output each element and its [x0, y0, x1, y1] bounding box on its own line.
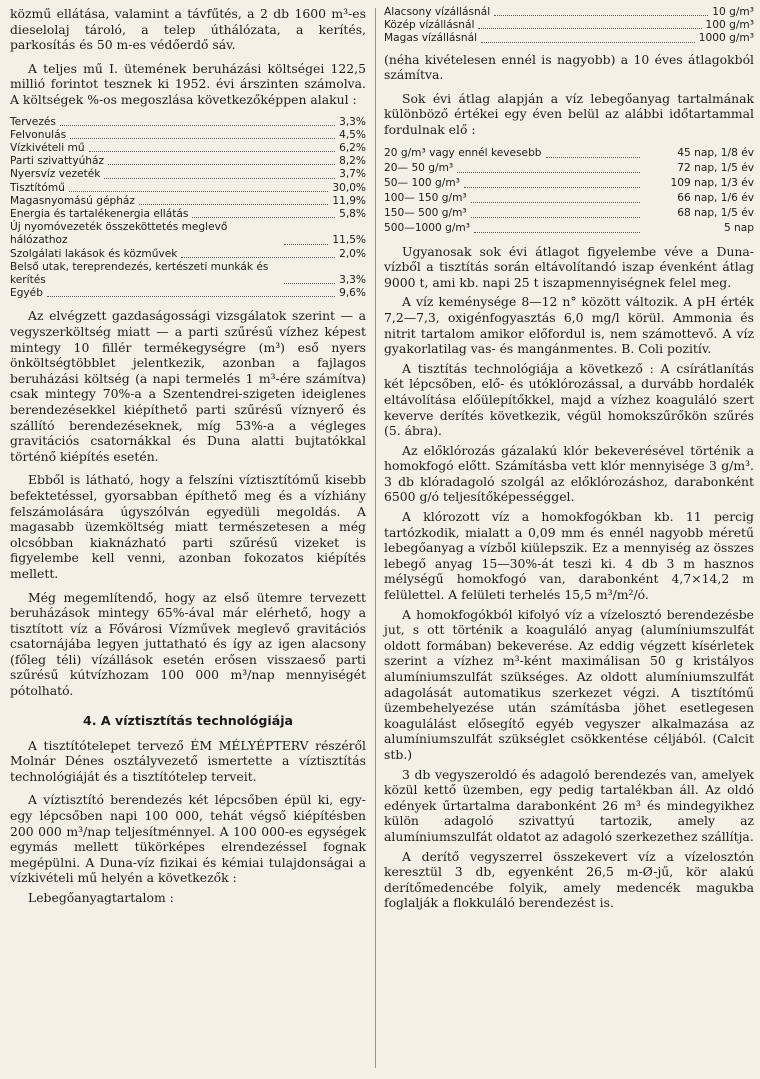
cost-row: Magasnyomású gépház 11,9%: [10, 194, 366, 207]
cost-row: Energia és tartalékenergia ellátás 5,8%: [10, 207, 366, 220]
frequency-row: 20 g/m³ vagy ennél kevesebb 45 nap, 1/8 év: [384, 146, 754, 159]
technology-paragraph: A tisztítás technológiája a következő : A csírátlanítás két lépcsőben, elő- és utóklórozással, a durvább hordalék eltávolítása előülepítőkkel, majd a vízhez koaguláló szert keverve derítés következik, végül homokszűrőkön szűrés (5. ábra).: [384, 360, 754, 439]
cost-breakdown-table: [10, 116, 366, 301]
frequency-row: 100— 150 g/m³ 66 nap, 1/6 év: [384, 191, 754, 204]
sludge-paragraph: Ugyanosak sok évi átlagot figyelembe véve a Duna-vízből a tisztítás során eltávolítandó iszap évenként átlag 9000 t, ami kb. napi 25 t iszapmennyiségnek felel meg.: [384, 243, 754, 290]
levels-note-paragraph: (néha kivételesen ennél is nagyobb) a 10 éves átlagokból számítva.: [384, 51, 754, 83]
cost-row: Parti szivattyúház 8,2%: [10, 155, 366, 168]
sandtrap-paragraph: A klórozott víz a homokfogókban kb. 11 percig tartózkodik, mialatt a 0,09 mm és ennél nagyobb méretű lebegőanyag a vízből kiülepszik. Ez a mennyiség az összes lebegő anyag 15—30%-át teszi ki. 4 db 3 m hasznos mélységű homokfogó van, darabonként 4,7×14,2 m felülettel. A felületi terhelés 15,5 m³/m²/ó.: [384, 509, 754, 603]
right-column: [384, 6, 754, 911]
cost-row: Szolgálati lakások és közművek 2,0%: [10, 247, 366, 260]
mention-paragraph: Még megemlítendő, hogy az első ütemre tervezett beruházások mintegy 65%-ával már elérhető, hogy a tisztított víz a Fővárosi Vízművek meglevő gravitációs csatornájába legyen juttatható és így az igen alacsony (főleg téli) vízállások esetén erősen visszaeső parti szűrésű kútvízhozam 100 000 m³/nap mennyiségét pótolható.: [10, 589, 366, 699]
cost-row: Felvonulás 4,5%: [10, 128, 366, 141]
section-heading: 4. A víztisztítás technológiája: [82, 712, 294, 728]
column-divider: [375, 8, 376, 1068]
frequency-row: 50— 100 g/m³ 109 nap, 1/3 év: [384, 176, 754, 189]
cost-row: Tisztítómű 30,0%: [10, 181, 366, 194]
frequency-paragraph: Sok évi átlag alapján a víz lebegőanyag tartalmának különböző értékei egy éven belül az alábbi időtartammal fordulnak elő :: [384, 90, 754, 137]
chlorination-paragraph: Az előklórozás gázalakú klór bekeverésével történik a homokfogó előtt. Számításba vett klór mennyisége 3 g/m³. 3 db klóradagoló szolgál az előklórozáshoz, darabonként 6500 g/ó teljesítőképességgel.: [384, 442, 754, 505]
cost-paragraph: A teljes mű I. ütemének beruházási költségei 122,5 millió forintot tesznek ki 1952. évi árszinten számolva. A költségek %-os megoszlása következőképpen alakul :: [10, 60, 366, 107]
water-level-table: [384, 6, 754, 46]
cost-row: Új nyomóvezeték összeköttetés meglevő hálózathoz 11,5%: [10, 221, 366, 247]
cost-row: Egyéb 9,6%: [10, 287, 366, 300]
hardness-paragraph: A víz keménysége 8—12 n° között változik. A pH érték 7,2—7,3, oxigénfogyasztás 6,0 mg/l körül. Ammonia és nitrit tartalom amikor előfordul is, nem számottevő. A víz gyakorlatilag vas- és mangánmentes. B. Coli pozitív.: [384, 294, 754, 357]
economics-paragraph: Az elvégzett gazdaságossági vizsgálatok szerint — a vegyszerköltség miatt — a parti szűrésű vízhez képest mintegy 10 fillér termékegységre (m³) eső nyers önköltségtöbblet jelentkezik, azonban a fajlagos beruházási költség (a napi termelés 1 m³-ére számítva) csak mintegy 70%-a a Szentendrei-szigeten ideiglenes berendezésekkel kiépíthető parti szűrésű víznyerő és szállító berendezéseknek, míg 53%-a a végleges gravitációs csatornákkal és Duna alatti bujtatókkal történő kiépítés esetén.: [10, 308, 366, 464]
cost-row: Vízkivételi mű 6,2%: [10, 141, 366, 154]
sediment-label: Lebegőanyagtartalom :: [28, 890, 174, 905]
frequency-row: 20— 50 g/m³ 72 nap, 1/5 év: [384, 161, 754, 174]
conclusion-paragraph: Ebből is látható, hogy a felszíni víztisztítómű kisebb befektetéssel, gyorsabban építhető meg és a vízhiány felszámolására úgyszólván egyedüli megoldás. A magasabb üzemköltség miatt természetesen a még olcsóbban kiaknázható parti szűrésű vizeket is figyelembe kell venni, azonban fokozatos kiépítés mellett.: [10, 472, 366, 581]
clarifier-paragraph: A derítő vegyszerrel összekevert víz a vízelosztón keresztül 3 db, egyenként 26,5 m-Ø-jű, kör alakú derítőmedencébe folyik, amely medencék magukba foglalják a flokkuláló berendezést is.: [384, 848, 754, 911]
designer-paragraph: A tisztítótelepet tervező ÉM MÉLYÉPTERV részéről Molnár Dénes osztályvezető ismertette a víztisztítás technológiáját és a tisztítótelep terveit.: [10, 737, 366, 784]
cost-row: Tervezés 3,3%: [10, 115, 366, 128]
frequency-table: [384, 146, 754, 236]
left-column: [10, 6, 366, 906]
level-row: Alacsony vízállásnál 10 g/m³: [384, 6, 754, 18]
intro-paragraph: közmű ellátása, valamint a távfűtés, a 2 db 1600 m³-es dieselolaj tároló, a telep úthálózata, a kerítés, parkosítás és 50 m-es védőerdő sáv.: [10, 6, 366, 53]
coagulation-paragraph: A homokfogókból kifolyó víz a vízelosztó berendezésbe jut, s ott történik a koaguláló anyag (alumíniumszulfát oldott formában) bekeverése. Az eddig végzett kísérletek szerint a vízhez m³-ként maximálisan 50 g kristályos alumíniumszulfát szükséges. Az oldott alumíniumszulfát adagolását automatikus szerkezet végzi. A tisztítómű üzembehelyezése után számításba jöhet esetlegesen koagulálást elősegítő egyéb vegyszer alkalmazása az alumíniumszulfát szükséglet csökkentése céljából. (Calcit stb.): [384, 606, 754, 762]
cost-row: Nyersvíz vezeték 3,7%: [10, 168, 366, 181]
cost-row: Belső utak, tereprendezés, kertészeti munkák és kerítés 3,3%: [10, 260, 366, 286]
frequency-row: 500—1000 g/m³ 5 nap: [384, 221, 754, 234]
stages-paragraph: A víztisztító berendezés két lépcsőben épül ki, egy-egy lépcsőben napi 100 000, tehát végső kiépítésben 200 000 m³/nap teljesítménnyel. A 100 000-es egységek egymás mellett tükörképes elrendezéssel fognak megépülni. A Duna-víz fizikai és kémiai tulajdonságai a vízkivételi mű helyén a következők :: [10, 792, 366, 886]
dissolver-paragraph: 3 db vegyszeroldó és adagoló berendezés van, amelyek közül kettő üzemben, egy pedig tartalékban áll. Az oldó edények űrtartalma darabonként 26 m³ és mindegyikhez külön adagoló szivattyú tartozik, amely az alumíniumszulfát oldatot az adagoló szerkezethez szállítja.: [384, 766, 754, 844]
frequency-row: 150— 500 g/m³ 68 nap, 1/5 év: [384, 206, 754, 219]
level-row: Magas vízállásnál 1000 g/m³: [384, 32, 754, 45]
level-row: Közép vízállásnál 100 g/m³: [384, 19, 754, 32]
